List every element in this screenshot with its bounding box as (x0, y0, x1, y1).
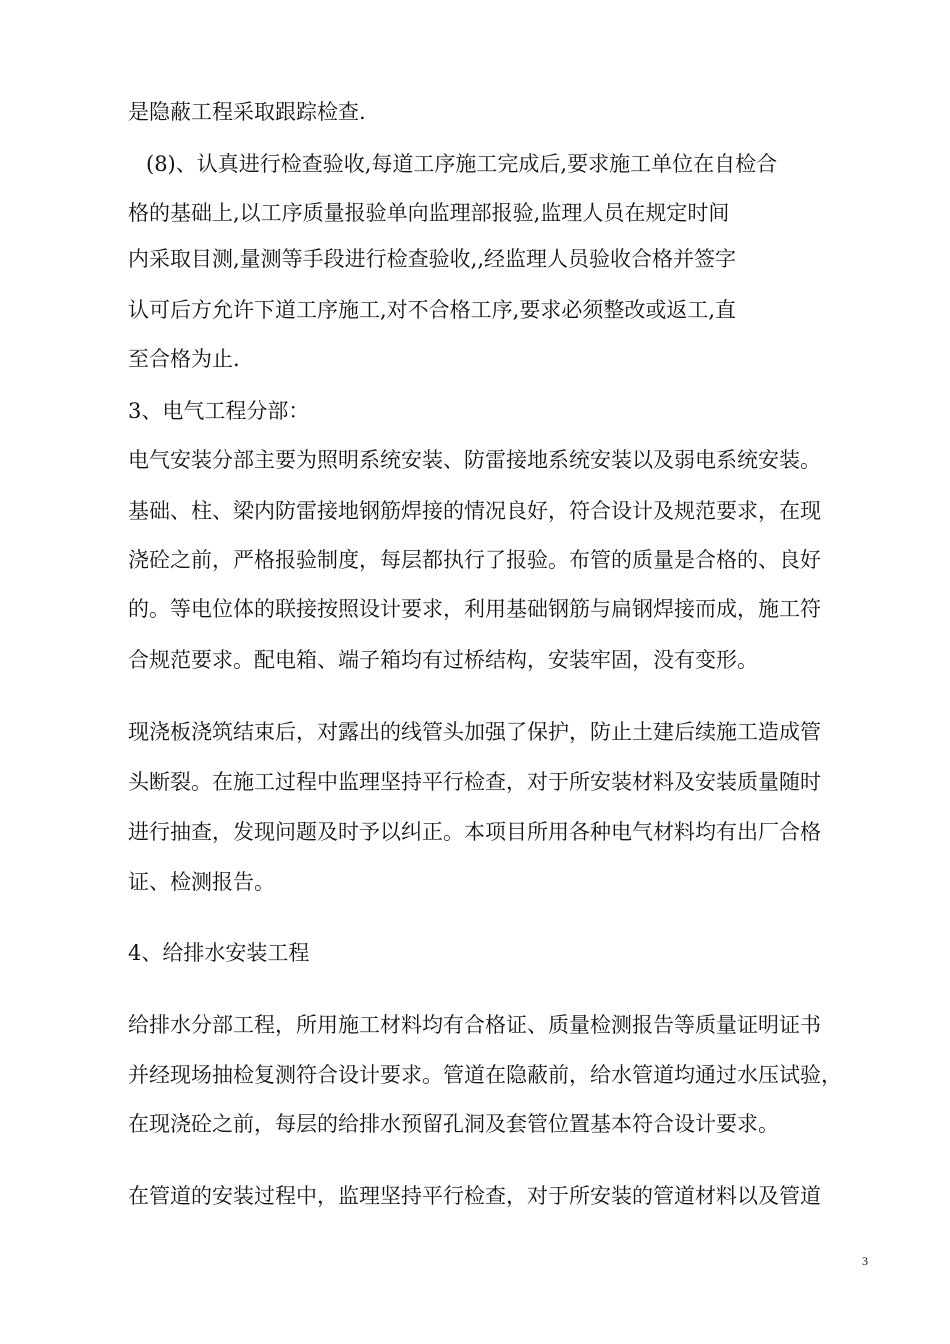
text-line: 认可后方允许下道工序施工,对不合格工序,要求必须整改或返工,直 (128, 298, 737, 322)
text-line: 格的基础上,以工序质量报验单向监理部报验,监理人员在规定时间 (128, 201, 730, 225)
text-line: 进行抽查，发现问题及时予以纠正。本项目所用各种电气材料均有出厂合格 (128, 820, 821, 844)
text-line: 证、检测报告。 (128, 870, 275, 894)
text-line: 基础、柱、梁内防雷接地钢筋焊接的情况良好，符合设计及规范要求，在现 (128, 499, 821, 523)
text-line: (8)、认真进行检查验收,每道工序施工完成后,要求施工单位在自检合 (146, 152, 778, 176)
page-number: 3 (862, 1254, 868, 1268)
text-line: 头断裂。在施工过程中监理坚持平行检查，对于所安装材料及安装质量随时 (128, 770, 821, 794)
text-line: 浇砼之前，严格报验制度，每层都执行了报验。布管的质量是合格的、良好 (128, 548, 821, 572)
text-line: 在管道的安装过程中，监理坚持平行检查，对于所安装的管道材料以及管道 (128, 1184, 821, 1208)
text-line: 在现浇砼之前，每层的给排水预留孔洞及套管位置基本符合设计要求。 (128, 1112, 779, 1136)
text-line: 至合格为止. (128, 347, 240, 371)
text-line: 现浇板浇筑结束后，对露出的线管头加强了保护，防止土建后续施工造成管 (128, 720, 821, 744)
text-line: 内采取目测,量测等手段进行检查验收,,经监理人员验收合格并签字 (128, 247, 737, 271)
text-line: 电气安装分部主要为照明系统安装、防雷接地系统安装以及弱电系统安装。 (128, 448, 821, 472)
text-line: 并经现场抽检复测符合设计要求。管道在隐蔽前，给水管道均通过水压试验， (128, 1063, 842, 1087)
section-heading: 4、给排水安装工程 (128, 941, 310, 965)
text-line: 的。等电位体的联接按照设计要求，利用基础钢筋与扁钢焊接而成，施工符 (128, 597, 821, 621)
text-line: 给排水分部工程，所用施工材料均有合格证、质量检测报告等质量证明证书 (128, 1013, 821, 1037)
section-heading: 3、电气工程分部： (128, 399, 310, 423)
text-line: 是隐蔽工程采取跟踪检查. (128, 100, 366, 124)
text-line: 合规范要求。配电箱、端子箱均有过桥结构，安装牢固，没有变形。 (128, 648, 758, 672)
